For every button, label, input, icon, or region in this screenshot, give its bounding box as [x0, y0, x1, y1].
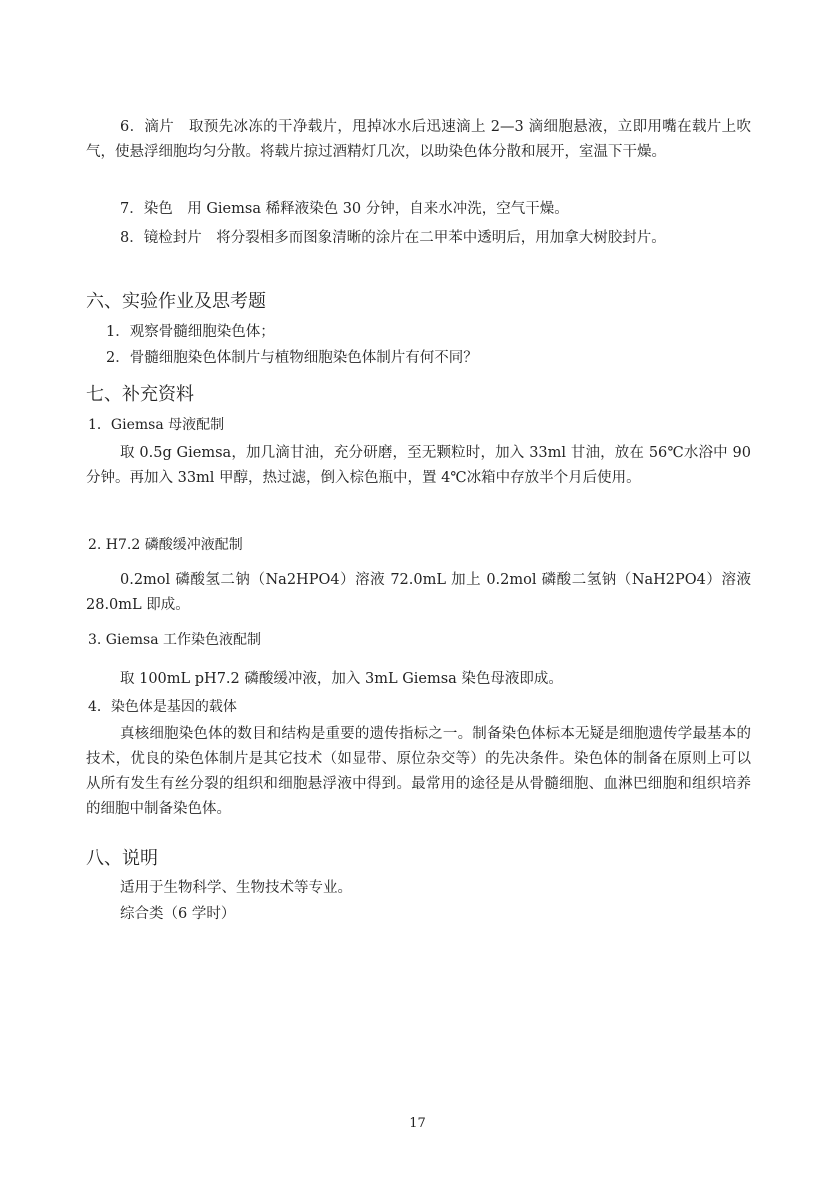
- sub-1-title: 1．Giemsa 母液配制: [88, 417, 225, 433]
- sub-1-text: 取 0.5g Giemsa，加几滴甘油，充分研磨，至无颗粒时，加入 33ml 甘油，放在 56℃水浴中 90 分钟。再加入 33ml 甲醇，热过滤，倒入棕色瓶中，置 4℃冰箱中存放半个月后使用。: [86, 445, 751, 486]
- step-8-paragraph: 8．镜检封片 将分裂相多而图象清晰的涂片在二甲苯中透明后，用加拿大树胶封片。: [120, 230, 666, 246]
- section-8-line-2: 综合类（6 学时）: [120, 906, 236, 922]
- sub-2-text: 0.2mol 磷酸氢二钠（Na2HPO4）溶液 72.0mL 加上 0.2mol 磷酸二氢钠（NaH2PO4）溶液 28.0mL 即成。: [86, 572, 751, 613]
- section-8-heading: 八、说明: [86, 848, 158, 869]
- sub-2-title: 2. H7.2 磷酸缓冲液配制: [88, 537, 243, 553]
- sub-3-title: 3. Giemsa 工作染色液配制: [88, 632, 262, 648]
- section-6-item-2: 2．骨髓细胞染色体制片与植物细胞染色体制片有何不同？: [106, 350, 478, 366]
- section-6-item-1: 1．观察骨髓细胞染色体；: [106, 324, 275, 340]
- sub-4-text: 真核细胞染色体的数目和结构是重要的遗传指标之一。制备染色体标本无疑是细胞遗传学最基本的技术，优良的染色体制片是其它技术（如显带、原位杂交等）的先决条件。染色体的制备在原则上可以从所有发生有丝分裂的组织和细胞悬浮液中得到。最常用的途径是从骨髓细胞、血淋巴细胞和组织培养的细胞中制备染色体。: [86, 726, 751, 817]
- step-6-paragraph: 6．滴片 取预先冰冻的干净载片，甩掉冰水后迅速滴上 2—3 滴细胞悬液，立即用嘴在载片上吹气，使悬浮细胞均匀分散。将载片掠过酒精灯几次，以助染色体分散和展开，室温下干燥。: [86, 119, 751, 160]
- section-6-heading: 六、实验作业及思考题: [86, 291, 266, 312]
- sub-3-text: 取 100mL pH7.2 磷酸缓冲液，加入 3mL Giemsa 染色母液即成。: [120, 671, 563, 687]
- section-8-line-1: 适用于生物科学、生物技术等专业。: [120, 880, 352, 896]
- page-number: 17: [409, 1116, 426, 1131]
- section-7-heading: 七、补充资料: [86, 384, 194, 405]
- step-7-paragraph: 7．染色 用 Giemsa 稀释液染色 30 分钟，自来水冲洗，空气干燥。: [120, 201, 569, 217]
- sub-4-title: 4．染色体是基因的载体: [88, 699, 237, 715]
